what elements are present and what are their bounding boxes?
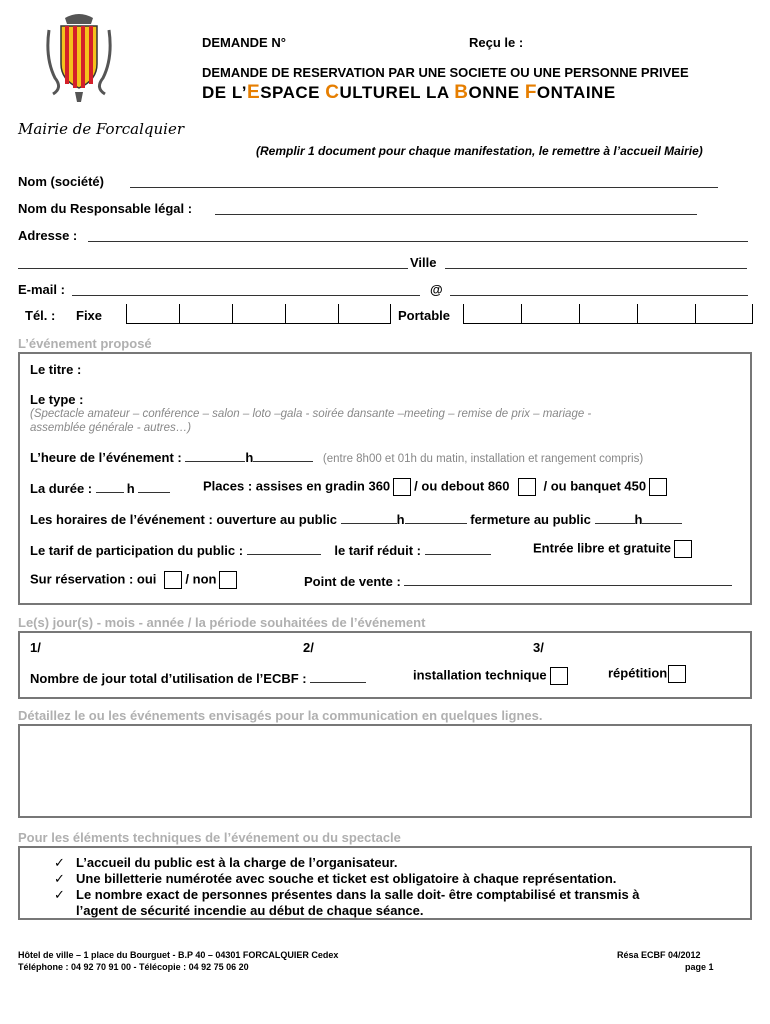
footer-ref: Résa ECBF 04/2012	[617, 950, 701, 960]
email-label: E-mail :	[18, 282, 65, 297]
days-section-title: Le(s) jour(s) - mois - année / la période souhaitées de l’événement	[18, 615, 426, 630]
email-domain-field[interactable]	[450, 286, 748, 296]
technical-section-title: Pour les éléments techniques de l’événement ou du spectacle	[18, 830, 401, 845]
portable-phone-cells[interactable]	[463, 304, 753, 324]
type-label: Le type :	[30, 392, 84, 407]
reservation-row: Sur réservation : oui / non	[30, 571, 240, 589]
repetition-row: répétition	[608, 665, 689, 683]
type-hint-2: assemblée générale - autres…)	[30, 422, 192, 434]
day3-label: 3/	[533, 640, 544, 655]
mairie-signature: Mairie de Forcalquier	[18, 120, 184, 138]
heure-hours-field[interactable]	[185, 452, 245, 462]
recu-le-label: Reçu le :	[469, 35, 524, 50]
form-instruction: (Remplir 1 document pour chaque manifestation, le remettre à l’accueil Mairie)	[256, 144, 703, 158]
banquet-checkbox[interactable]	[649, 478, 667, 496]
installation-row: installation technique	[413, 667, 571, 685]
gradin-checkbox[interactable]	[393, 478, 411, 496]
total-days-field[interactable]	[310, 673, 366, 683]
entree-libre-checkbox[interactable]	[674, 540, 692, 558]
duree-row: La durée : h	[30, 481, 170, 496]
fermeture-minutes-field[interactable]	[642, 514, 682, 524]
technical-item: ✓ Une billetterie numérotée avec souche et ticket est obligatoire à chaque représentation.	[76, 871, 616, 886]
communication-text-area[interactable]	[18, 724, 752, 818]
heure-row: L’heure de l’événement : h (entre 8h00 et 01h du matin, installation et rangement compris)	[30, 450, 644, 465]
horaires-row: Les horaires de l’événement : ouverture au public h fermeture au public h	[30, 512, 682, 527]
day2-label: 2/	[303, 640, 314, 655]
entree-libre-row: Entrée libre et gratuite	[533, 540, 695, 558]
technical-item: ✓ L’accueil du public est à la charge de l’organisateur.	[76, 855, 398, 870]
ville-field[interactable]	[445, 259, 747, 269]
email-at-sign: @	[430, 282, 443, 297]
heure-minutes-field[interactable]	[253, 452, 313, 462]
tel-label: Tél. :	[25, 308, 56, 323]
adresse-line-2-field[interactable]	[18, 259, 408, 269]
reservation-oui-checkbox[interactable]	[164, 571, 182, 589]
footer-page: page 1	[685, 962, 714, 972]
titre-label: Le titre :	[30, 362, 82, 377]
tarif-reduit-field[interactable]	[425, 545, 491, 555]
places-row: Places : assises en gradin 360 / ou debout 860 / ou banquet 450	[203, 478, 670, 496]
technical-item-continuation: l’agent de sécurité incendie au début de chaque séance.	[76, 903, 424, 918]
fixe-phone-cells[interactable]	[126, 304, 391, 324]
ouverture-minutes-field[interactable]	[405, 514, 467, 524]
event-section-title: L’événement proposé	[18, 336, 152, 351]
nom-societe-label: Nom (société)	[18, 174, 104, 189]
forcalquier-crest-icon	[45, 8, 113, 106]
responsable-field[interactable]	[215, 205, 697, 215]
fixe-label: Fixe	[76, 308, 103, 323]
form-subtitle: DEMANDE DE RESERVATION PAR UNE SOCIETE OU UNE PERSONNE PRIVEE	[202, 65, 689, 80]
adresse-field[interactable]	[88, 232, 748, 242]
footer-phones: Téléphone : 04 92 70 91 00 - Télécopie : 04 92 75 06 20	[18, 962, 249, 972]
tarif-field[interactable]	[247, 545, 321, 555]
type-hint-1: (Spectacle amateur – conférence – salon – loto –gala - soirée dansante –meeting – remise de prix – mariage -	[30, 408, 592, 420]
total-days-row: Nombre de jour total d’utilisation de l’ECBF :	[30, 671, 366, 686]
installation-checkbox[interactable]	[550, 667, 568, 685]
ville-label: Ville	[410, 255, 437, 270]
fermeture-hours-field[interactable]	[595, 514, 635, 524]
reservation-non-checkbox[interactable]	[219, 571, 237, 589]
portable-label: Portable	[398, 308, 451, 323]
responsable-label: Nom du Responsable légal :	[18, 201, 193, 216]
tarif-row: Le tarif de participation du public : le tarif réduit :	[30, 543, 491, 558]
adresse-label: Adresse :	[18, 228, 78, 243]
email-user-field[interactable]	[72, 286, 420, 296]
repetition-checkbox[interactable]	[668, 665, 686, 683]
form-title: DE L’ESPACE CULTUREL LA BONNE FONTAINE	[202, 82, 616, 103]
duree-minutes-field[interactable]	[138, 483, 170, 493]
point-vente-row: Point de vente :	[304, 574, 732, 589]
footer-address: Hôtel de ville – 1 place du Bourguet - B.P 40 – 04301 FORCALQUIER Cedex	[18, 950, 339, 960]
ouverture-hours-field[interactable]	[341, 514, 397, 524]
point-vente-field[interactable]	[404, 576, 732, 586]
nom-societe-field[interactable]	[130, 178, 718, 188]
day1-label: 1/	[30, 640, 41, 655]
duree-hours-field[interactable]	[96, 483, 124, 493]
demande-number-label: DEMANDE N°	[202, 35, 286, 50]
technical-item: ✓ Le nombre exact de personnes présentes dans la salle doit- être comptabilisé et transmis à	[76, 887, 640, 902]
debout-checkbox[interactable]	[518, 478, 536, 496]
communication-section-title: Détaillez le ou les événements envisagés pour la communication en quelques lignes.	[18, 708, 543, 723]
